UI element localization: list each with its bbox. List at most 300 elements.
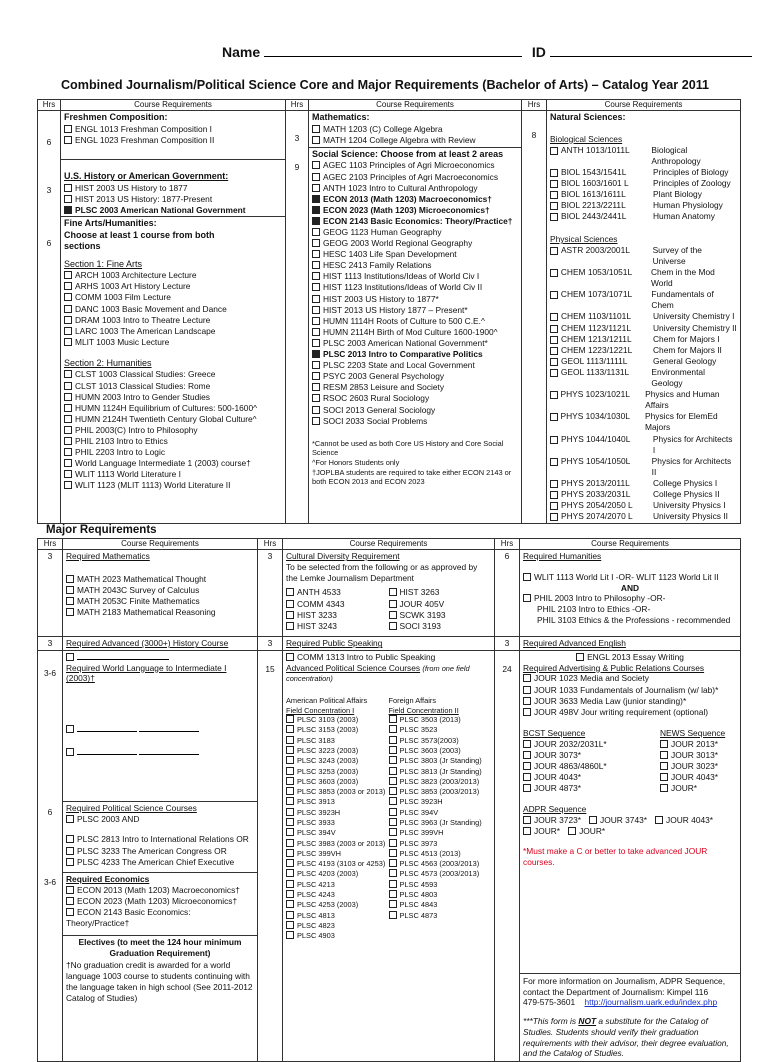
- checkbox[interactable]: [286, 869, 294, 877]
- checkbox[interactable]: [64, 393, 72, 401]
- checkbox[interactable]: [64, 404, 72, 412]
- list-item-label: PHIL 2203 Intro to Logic: [75, 447, 166, 458]
- checkbox[interactable]: [286, 746, 294, 754]
- course-code: PHYS 2033/2031L: [561, 488, 631, 499]
- checkbox[interactable]: [550, 347, 558, 355]
- checkbox[interactable]: [550, 336, 558, 344]
- checkbox[interactable]: [312, 417, 320, 425]
- list-item: [64, 458, 282, 469]
- adpr-seq-title: ADPR Sequence: [523, 804, 587, 815]
- list-item-label: JOUR 4043*: [671, 771, 719, 782]
- list-item-label: CLST 1003 Classical Studies: Greece: [75, 369, 216, 380]
- blank-line[interactable]: [139, 731, 199, 732]
- list-item-label: CLST 1013 Classical Studies: Rome: [75, 380, 211, 391]
- checkbox[interactable]: [64, 481, 72, 489]
- checkbox[interactable]: [64, 305, 72, 313]
- eng-hrs: 3: [495, 637, 520, 651]
- checkbox[interactable]: [389, 818, 397, 826]
- list-item-label: HIST 1123 Institutions/Ideas of World Civ II: [323, 282, 483, 293]
- checkbox[interactable]: [589, 816, 597, 824]
- blank-line[interactable]: [77, 731, 137, 732]
- checkbox[interactable]: [286, 588, 294, 596]
- checkbox[interactable]: [523, 773, 531, 781]
- list-item-label: ENGL 1023 Freshman Composition II: [75, 134, 215, 145]
- checkbox[interactable]: [66, 748, 74, 756]
- checkbox[interactable]: [64, 195, 72, 203]
- req-econ: [63, 873, 257, 936]
- checkbox[interactable]: [66, 586, 74, 594]
- checkbox[interactable]: [64, 382, 72, 390]
- checkbox[interactable]: [312, 195, 320, 203]
- course-code: PHYS 2074/2070 L: [561, 511, 633, 522]
- checkbox[interactable]: [550, 313, 558, 321]
- list-item-label: PLSC 3573(2003): [399, 735, 459, 745]
- checkbox[interactable]: [64, 448, 72, 456]
- checkbox[interactable]: [389, 808, 397, 816]
- checkbox[interactable]: [389, 715, 397, 723]
- checkbox[interactable]: [523, 827, 531, 835]
- list-item-label: JOUR 1033 Fundamentals of Journalism (w/ lab)*: [534, 684, 719, 695]
- list-item-label: PLSC 4813: [297, 910, 335, 920]
- checkbox[interactable]: [66, 886, 74, 894]
- freshmen-title: Freshmen Composition:: [64, 112, 168, 123]
- checkbox[interactable]: [286, 880, 294, 888]
- checkbox[interactable]: [550, 202, 558, 210]
- list-item: [312, 294, 518, 305]
- checkbox[interactable]: [523, 686, 531, 694]
- checkbox[interactable]: [660, 740, 668, 748]
- checkbox[interactable]: [286, 787, 294, 795]
- checkbox[interactable]: [312, 317, 320, 325]
- course-code: CHEM 1123/1121L: [561, 322, 631, 333]
- req-language: [63, 651, 257, 802]
- list-item-label: HESC 1403 Life Span Development: [323, 249, 457, 260]
- list-item: [286, 911, 389, 921]
- list-item: [312, 260, 518, 271]
- checkbox[interactable]: [64, 136, 72, 144]
- list-item: [286, 610, 389, 621]
- checkbox[interactable]: [550, 247, 558, 255]
- checkbox[interactable]: [286, 828, 294, 836]
- checkbox[interactable]: [523, 762, 531, 770]
- checkbox[interactable]: [660, 773, 668, 781]
- checkbox[interactable]: [312, 173, 320, 181]
- course-name: University Chemistry II: [653, 322, 737, 333]
- checkbox[interactable]: [286, 600, 294, 608]
- checkbox[interactable]: [286, 859, 294, 867]
- list-item-label: JOUR 498V Jour writing requirement (optional): [534, 706, 709, 717]
- cult-left-list: [286, 587, 389, 631]
- checkbox[interactable]: [389, 588, 397, 596]
- list-item-label: PLSC 3103 (2003): [297, 715, 359, 725]
- news-list: [630, 739, 737, 794]
- list-item: [550, 356, 737, 367]
- list-item: [550, 478, 737, 489]
- checkbox[interactable]: [286, 797, 294, 805]
- checkbox[interactable]: [523, 674, 531, 682]
- checkbox[interactable]: [312, 184, 320, 192]
- checkbox[interactable]: [389, 736, 397, 744]
- checkbox[interactable]: [312, 306, 320, 314]
- id-label: ID: [531, 44, 546, 60]
- list-item-label: PLSC 394V: [297, 828, 336, 838]
- list-item: [389, 777, 492, 787]
- checkbox[interactable]: [312, 283, 320, 291]
- list-item: [312, 405, 518, 416]
- checkbox[interactable]: [312, 239, 320, 247]
- checkbox[interactable]: [64, 271, 72, 279]
- list-item-label: WLIT 1123 (MLIT 1113) World Literature II: [75, 480, 231, 491]
- list-item: [286, 756, 389, 766]
- checkbox[interactable]: [550, 369, 558, 377]
- course-name: Fundamentals of Chem: [651, 289, 714, 311]
- checkbox[interactable]: [66, 597, 74, 605]
- core-col3-hrs: [522, 111, 547, 524]
- list-item: [312, 282, 518, 293]
- checkbox[interactable]: [286, 849, 294, 857]
- f1-sub: Field Concentration I: [286, 705, 355, 715]
- checkbox[interactable]: [286, 900, 294, 908]
- list-item: [64, 414, 282, 425]
- list-item-label: PLSC 4193 (3103 or 4253): [297, 859, 386, 869]
- checkbox[interactable]: [660, 762, 668, 770]
- checkbox[interactable]: [66, 858, 74, 866]
- checkbox[interactable]: [389, 839, 397, 847]
- checkbox[interactable]: [312, 361, 320, 369]
- checkbox[interactable]: [286, 818, 294, 826]
- checkbox[interactable]: [312, 383, 320, 391]
- list-item-label: PLSC 4823: [297, 920, 335, 930]
- list-item: [312, 416, 518, 427]
- checkbox[interactable]: [66, 575, 74, 583]
- list-item: [64, 425, 282, 436]
- checkbox[interactable]: [389, 859, 397, 867]
- checkbox[interactable]: [550, 269, 558, 277]
- list-item: [66, 907, 254, 929]
- checkbox[interactable]: [64, 293, 72, 301]
- checkbox[interactable]: [66, 815, 74, 823]
- list-item-label: HIST 3243: [297, 620, 337, 631]
- list-item: [64, 124, 282, 135]
- hum-and: AND: [620, 582, 640, 593]
- list-item: [286, 931, 389, 941]
- checkbox[interactable]: [312, 228, 320, 236]
- checkbox[interactable]: [550, 191, 558, 199]
- course-code: BIOL 2213/2211L: [561, 199, 626, 210]
- checkbox[interactable]: [389, 767, 397, 775]
- checkbox[interactable]: [523, 740, 531, 748]
- list-item: [655, 815, 713, 825]
- checkbox[interactable]: [550, 169, 558, 177]
- list-item-label: PLSC 3983 (2003 or 2013): [297, 838, 386, 848]
- checkbox[interactable]: [286, 839, 294, 847]
- list-item: [550, 434, 737, 456]
- course-code: PHYS 1054/1050L: [560, 455, 631, 466]
- list-item: [550, 167, 737, 178]
- list-item: [523, 750, 630, 761]
- checkbox[interactable]: [550, 391, 558, 399]
- checkbox[interactable]: [550, 436, 558, 444]
- checkbox[interactable]: [660, 784, 668, 792]
- checkbox[interactable]: [64, 437, 72, 445]
- checkbox[interactable]: [64, 184, 72, 192]
- checkbox[interactable]: [286, 725, 294, 733]
- checkbox[interactable]: [312, 394, 320, 402]
- checkbox[interactable]: [286, 736, 294, 744]
- checkbox[interactable]: [312, 272, 320, 280]
- checkbox[interactable]: [312, 372, 320, 380]
- course-code: ANTH 1013/1011L: [560, 144, 630, 155]
- checkbox[interactable]: [389, 600, 397, 608]
- checkbox[interactable]: [64, 470, 72, 478]
- hrs-header: Hrs: [286, 100, 309, 111]
- checkbox[interactable]: [312, 125, 320, 133]
- id-field[interactable]: [550, 56, 752, 57]
- checkbox[interactable]: [389, 828, 397, 836]
- blank-line[interactable]: [139, 754, 199, 755]
- list-item-label: ARHS 1003 Art History Lecture: [75, 281, 191, 292]
- checkbox[interactable]: [286, 777, 294, 785]
- checkbox[interactable]: [312, 206, 320, 214]
- checkbox[interactable]: [66, 653, 74, 661]
- list-item: [66, 574, 254, 585]
- checkbox[interactable]: [64, 316, 72, 324]
- bio-list: [550, 145, 737, 223]
- list-item-label: MATH 2023 Mathematical Thought: [77, 573, 207, 584]
- checkbox[interactable]: [550, 502, 558, 510]
- checkbox[interactable]: [550, 180, 558, 188]
- checkbox[interactable]: [389, 900, 397, 908]
- checkbox[interactable]: [523, 573, 531, 581]
- list-item-label: JOUR 4863/4860L*: [534, 760, 607, 771]
- checkbox[interactable]: [286, 931, 294, 939]
- course-name: Plant Biology: [653, 188, 702, 199]
- checkbox[interactable]: [550, 513, 558, 521]
- checkbox[interactable]: [64, 327, 72, 335]
- news-title: NEWS Sequence: [660, 727, 726, 738]
- checkbox[interactable]: [655, 816, 663, 824]
- list-item-label: PLSC 2813 Intro to International Relations OR: [77, 834, 249, 845]
- checkbox[interactable]: [389, 622, 397, 630]
- checkbox[interactable]: [389, 725, 397, 733]
- list-item: [523, 783, 630, 794]
- plsc-list: [66, 834, 254, 867]
- list-item-label: DANC 1003 Basic Movement and Dance: [75, 303, 227, 314]
- checkbox[interactable]: [286, 611, 294, 619]
- checkbox[interactable]: [286, 715, 294, 723]
- checkbox[interactable]: [389, 849, 397, 857]
- list-item: [286, 797, 389, 807]
- checkbox[interactable]: [64, 282, 72, 290]
- checkbox[interactable]: [286, 921, 294, 929]
- history-hrs: 3: [46, 184, 52, 195]
- adv-plsc-title: Advanced Political Science Courses: [286, 662, 421, 673]
- checkbox[interactable]: [312, 406, 320, 414]
- page-title: Combined Journalism/Political Science Core and Major Requirements (Bachelor of Arts) – Catalog Year 2011: [60, 78, 710, 92]
- f2-title: Foreign Affairs: [388, 696, 437, 706]
- checkbox[interactable]: [660, 751, 668, 759]
- list-item: [389, 715, 492, 725]
- list-item: [389, 756, 492, 766]
- list-item: [550, 245, 737, 267]
- checkbox[interactable]: [550, 291, 558, 299]
- c2-r3: [283, 650, 495, 1061]
- list-item: [389, 890, 492, 900]
- list-item-label: PLSC 3153 (2003): [297, 725, 359, 735]
- list-item-label: PLSC 3603 (2003): [399, 746, 461, 756]
- checkbox[interactable]: [312, 250, 320, 258]
- list-item: [64, 469, 282, 480]
- list-item-label: JOUR 3023*: [671, 760, 719, 771]
- cult-hrs: 3: [258, 550, 283, 637]
- disclaimer-pre: ***This form is: [523, 1016, 579, 1027]
- cult-right-list: [389, 587, 492, 631]
- list-item-label: JOUR*: [579, 825, 606, 836]
- checkbox[interactable]: [312, 261, 320, 269]
- dept-link[interactable]: http://journalism.uark.edu/index.php: [584, 997, 718, 1008]
- checkbox[interactable]: [389, 787, 397, 795]
- checkbox[interactable]: [550, 325, 558, 333]
- checkbox[interactable]: [550, 480, 558, 488]
- list-item: [64, 281, 282, 292]
- checkbox[interactable]: [550, 491, 558, 499]
- hrs-header: Hrs: [258, 539, 283, 550]
- checkbox[interactable]: [389, 611, 397, 619]
- checkbox[interactable]: [286, 653, 294, 661]
- freshmen-hrs: 6: [46, 137, 52, 148]
- contact-info: [520, 974, 740, 1061]
- checkbox[interactable]: [550, 458, 558, 466]
- checkbox[interactable]: [64, 338, 72, 346]
- bcst-list: [523, 739, 630, 794]
- checkbox[interactable]: [286, 622, 294, 630]
- checkbox[interactable]: [66, 608, 74, 616]
- name-field[interactable]: [264, 56, 522, 57]
- checkbox[interactable]: [576, 653, 584, 661]
- blank-line[interactable]: [77, 659, 169, 660]
- checkbox[interactable]: [523, 816, 531, 824]
- list-item: [523, 673, 737, 684]
- blank-line[interactable]: [77, 754, 137, 755]
- checkbox[interactable]: [312, 136, 320, 144]
- checkbox[interactable]: [286, 890, 294, 898]
- checkbox[interactable]: [64, 206, 72, 214]
- list-item-label: JOUR 3013*: [671, 749, 719, 760]
- checkbox[interactable]: [312, 328, 320, 336]
- math-list: [312, 124, 518, 146]
- checkbox[interactable]: [286, 756, 294, 764]
- req-speaking: [283, 637, 495, 651]
- checkbox[interactable]: [389, 880, 397, 888]
- checkbox[interactable]: [312, 161, 320, 169]
- checkbox[interactable]: [286, 767, 294, 775]
- checkbox[interactable]: [66, 725, 74, 733]
- checkbox[interactable]: [523, 784, 531, 792]
- speak-item: COMM 1313 Intro to Public Speaking: [297, 651, 436, 662]
- course-name: Chem in the Mod World: [650, 267, 715, 289]
- checkbox[interactable]: [389, 890, 397, 898]
- checkbox[interactable]: [66, 847, 74, 855]
- course-code: PHYS 1044/1040L: [560, 433, 631, 444]
- req-math-title: Required Mathematics: [66, 551, 150, 562]
- checkbox[interactable]: [312, 295, 320, 303]
- hum-line: PHIL 2003 Intro to Philosophy -OR-: [534, 593, 666, 604]
- checkbox[interactable]: [312, 217, 320, 225]
- list-item-label: JOUR 4873*: [534, 782, 582, 793]
- checkbox[interactable]: [66, 835, 74, 843]
- checkbox[interactable]: [64, 125, 72, 133]
- list-item-label: JOUR 2032/2031L*: [534, 738, 607, 749]
- checkbox[interactable]: [286, 911, 294, 919]
- list-item-label: PLSC 3853 (2003 or 2013): [297, 787, 386, 797]
- list-item-label: MATH 2053C Finite Mathematics: [77, 596, 200, 607]
- list-item: [523, 696, 737, 707]
- plsc-first: PLSC 2003 AND: [77, 813, 140, 824]
- list-item: [66, 585, 254, 596]
- checkbox[interactable]: [66, 908, 74, 916]
- course-header: Course Requirements: [283, 539, 495, 550]
- lang-footnote: †No graduation credit is awarded for a world language 1003 course to students continuing with the language taken in high school (See 2011-2012 Catalog of Studies): [66, 960, 253, 1003]
- checkbox[interactable]: [389, 756, 397, 764]
- checkbox[interactable]: [550, 147, 558, 155]
- list-item: [286, 715, 389, 725]
- checkbox[interactable]: [389, 911, 397, 919]
- social-hrs: 9: [294, 161, 300, 172]
- checkbox[interactable]: [64, 426, 72, 434]
- checkbox[interactable]: [389, 797, 397, 805]
- req-humanities: [520, 550, 741, 637]
- checkbox[interactable]: [64, 415, 72, 423]
- checkbox[interactable]: [568, 827, 576, 835]
- checkbox[interactable]: [523, 751, 531, 759]
- list-item-label: HIST 3233: [297, 609, 337, 620]
- list-item-label: PLSC 3963 (Jr Standing): [399, 817, 482, 827]
- list-item-label: HIST 3263: [399, 587, 440, 598]
- course-code: PHYS 2013/2011L: [561, 477, 630, 488]
- list-item-label: JOUR 405V: [399, 598, 445, 609]
- checkbox[interactable]: [66, 897, 74, 905]
- core-col2-hrs: [286, 111, 309, 524]
- checkbox[interactable]: [389, 746, 397, 754]
- checkbox[interactable]: [523, 708, 531, 716]
- course-name: University Chemistry I: [653, 311, 735, 322]
- speak-hrs: 3: [258, 637, 283, 651]
- list-item: [550, 389, 737, 411]
- checkbox[interactable]: [312, 350, 320, 358]
- list-item: [312, 327, 518, 338]
- list-item: [550, 500, 737, 511]
- checkbox[interactable]: [312, 339, 320, 347]
- list-item-label: RESM 2853 Leisure and Society: [323, 382, 445, 393]
- list-item-label: PLSC 2013 Intro to Comparative Politics: [323, 349, 483, 360]
- checkbox[interactable]: [389, 777, 397, 785]
- list-item-label: WLIT 1113 World Literature I: [75, 469, 181, 480]
- list-item: [312, 393, 518, 404]
- checkbox[interactable]: [286, 808, 294, 816]
- checkbox[interactable]: [523, 594, 531, 602]
- list-item-label: HUMN 2003 Intro to Gender Studies: [75, 391, 210, 402]
- list-item: [568, 826, 605, 836]
- checkbox[interactable]: [64, 370, 72, 378]
- checkbox[interactable]: [550, 213, 558, 221]
- course-name: Physics and Human Affairs: [645, 389, 720, 411]
- checkbox[interactable]: [523, 697, 531, 705]
- checkbox[interactable]: [64, 459, 72, 467]
- checkbox[interactable]: [550, 413, 558, 421]
- history-list: [64, 183, 282, 216]
- checkbox[interactable]: [389, 869, 397, 877]
- checkbox[interactable]: [550, 358, 558, 366]
